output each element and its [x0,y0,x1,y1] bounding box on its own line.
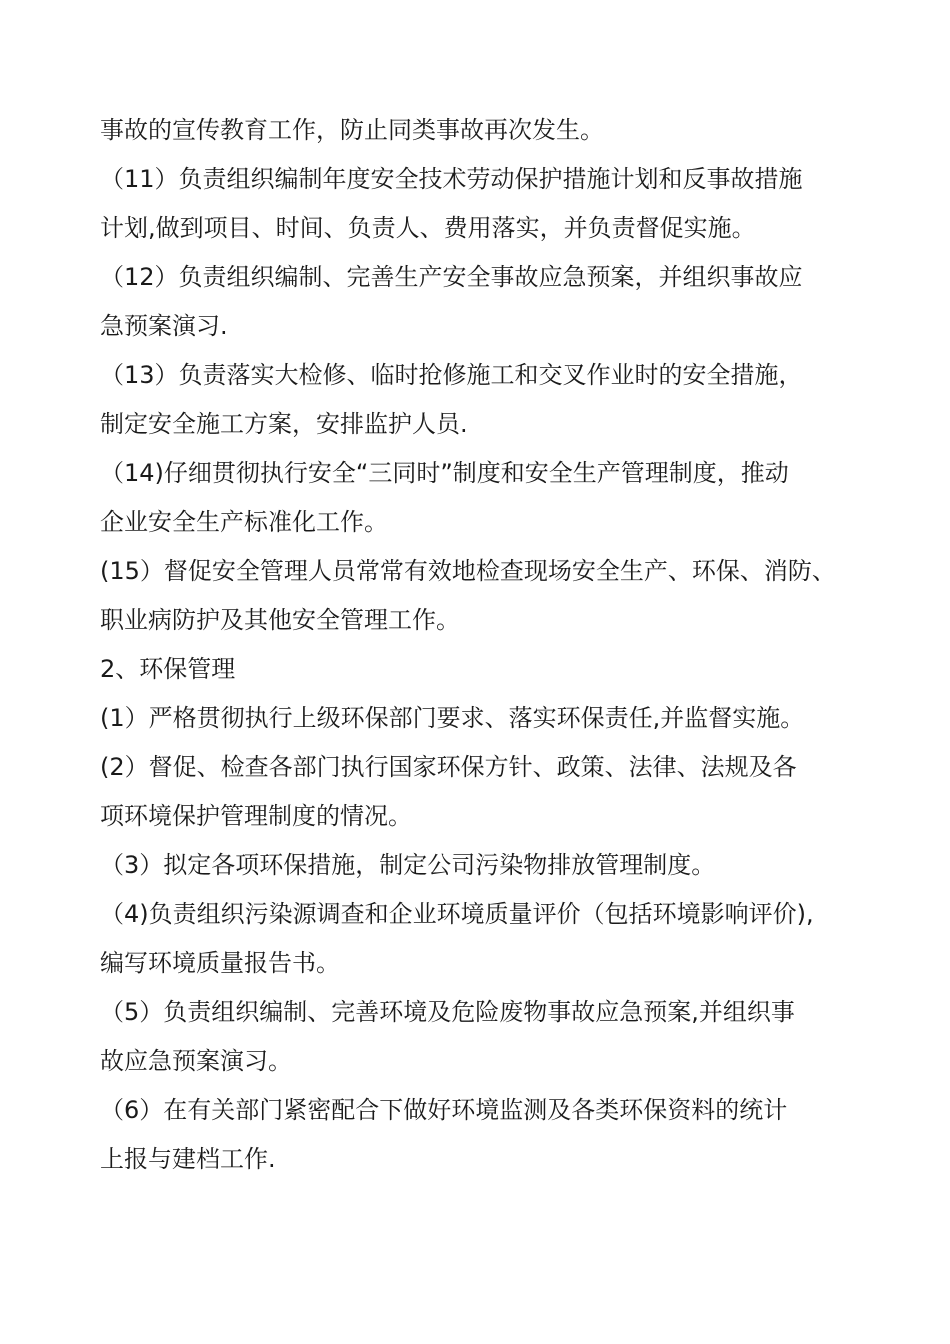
text-line: （11）负责组织编制年度安全技术劳动保护措施计划和反事故措施 [100,165,803,193]
text-line: （3）拟定各项环保措施，制定公司污染物排放管理制度。 [100,851,716,879]
text-line: 计划,做到项目、时间、负责人、费用落实，并负责督促实施。 [100,214,756,242]
section-heading: 2、环保管理 [100,655,236,683]
text-line: (1）严格贯彻执行上级环保部门要求、落实环保责任,并监督实施。 [100,704,805,732]
text-line: 急预案演习. [100,312,228,340]
text-line: （5）负责组织编制、完善环境及危险废物事故应急预案,并组织事 [100,998,795,1026]
text-line: 故应急预案演习。 [100,1047,292,1075]
text-line: （14)仔细贯彻执行安全“三同时”制度和安全生产管理制度，推动 [100,459,789,487]
text-line: 编写环境质量报告书。 [100,949,340,977]
text-line: 项环境保护管理制度的情况。 [100,802,412,830]
text-line: （6）在有关部门紧密配合下做好环境监测及各类环保资料的统计 [100,1096,788,1124]
text-line: 上报与建档工作. [100,1145,276,1173]
text-line: 企业安全生产标准化工作。 [100,508,388,536]
text-line: 职业病防护及其他安全管理工作。 [100,606,460,634]
text-line: （4)负责组织污染源调查和企业环境质量评价（包括环境影响评价), [100,900,814,928]
document-body [100,106,860,1184]
text-line: 事故的宣传教育工作，防止同类事故再次发生。 [100,116,604,144]
text-line: 制定安全施工方案，安排监护人员. [100,410,468,438]
text-line: (2）督促、检查各部门执行国家环保方针、政策、法律、法规及各 [100,753,797,781]
text-line: （13）负责落实大检修、临时抢修施工和交叉作业时的安全措施， [100,361,803,389]
text-line: (15）督促安全管理人员常常有效地检查现场安全生产、环保、消防、 [100,557,836,585]
text-line: （12）负责组织编制、完善生产安全事故应急预案，并组织事故应 [100,263,803,291]
